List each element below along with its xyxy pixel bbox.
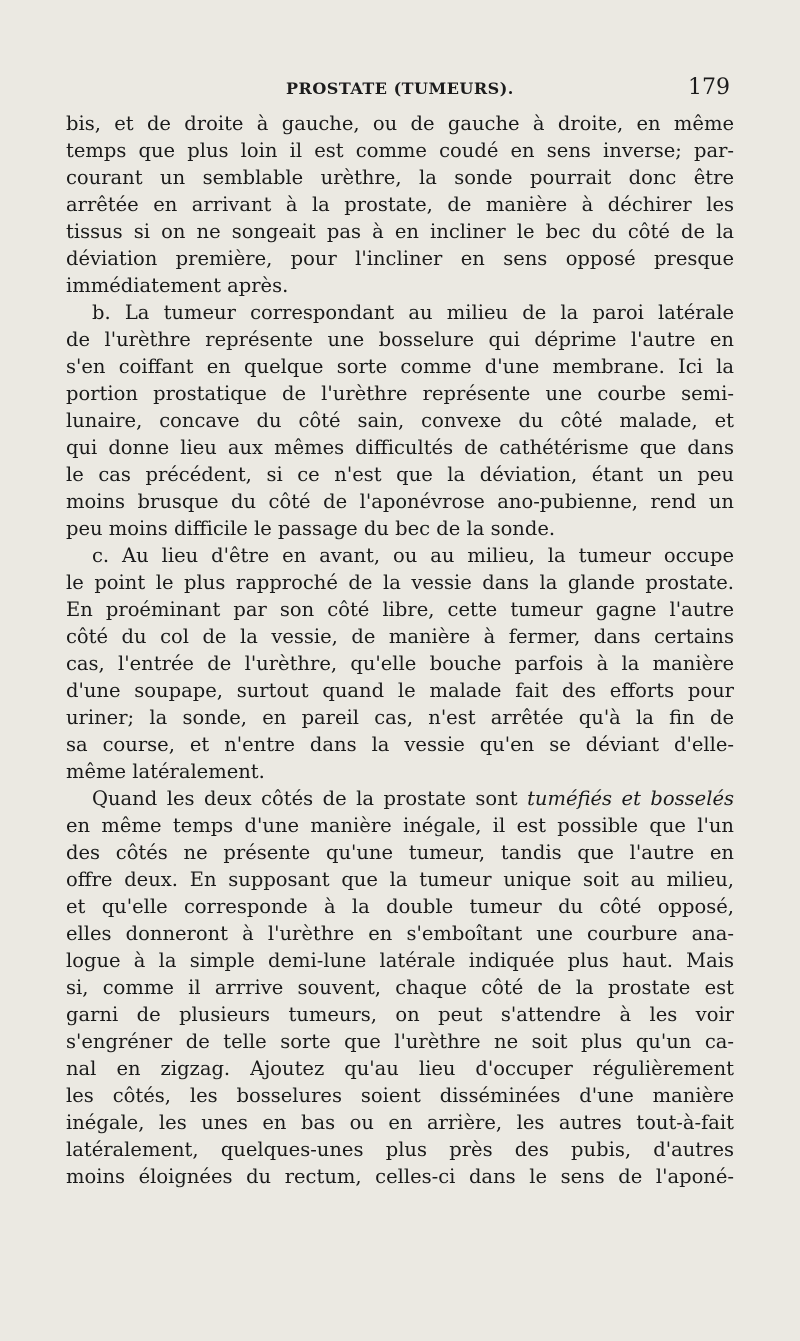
text-line: [66, 839, 734, 866]
text-line-content: tissus si on ne songeait pas à en incliner le bec du côté de la: [66, 220, 734, 243]
italic-phrase: tuméfiés et bosselés: [527, 787, 734, 810]
text-line: [66, 623, 734, 650]
text-line-content: s'engréner de telle sorte que l'urèthre ne soit plus qu'un ca-: [66, 1030, 734, 1053]
text-line: [66, 596, 734, 623]
text-line: [66, 380, 734, 407]
text-line: [66, 245, 734, 272]
text-line: [66, 677, 734, 704]
text-line: [66, 1001, 734, 1028]
text-line: [66, 1028, 734, 1055]
text-line: [66, 920, 734, 947]
text-line: [66, 218, 734, 245]
text-line: [66, 299, 734, 326]
text-line: [66, 812, 734, 839]
text-line: [66, 488, 734, 515]
text-line-content: le point le plus rapproché de la vessie dans la glande prostate.: [66, 571, 734, 594]
text-line-content: et qu'elle corresponde à la double tumeur du côté opposé,: [66, 895, 734, 918]
text-line-content: Quand les deux côtés de la prostate sont: [92, 787, 528, 810]
text-line-content: bis, et de droite à gauche, ou de gauche à droite, en même: [66, 112, 734, 135]
page-number: 179: [688, 75, 730, 100]
text-line: [66, 569, 734, 596]
text-line: [66, 1055, 734, 1082]
text-line: [66, 110, 734, 137]
text-line: [66, 893, 734, 920]
text-line-content: le cas précédent, si ce n'est que la déviation, étant un peu: [66, 463, 734, 486]
text-line-content: cas, l'entrée de l'urèthre, qu'elle bouche parfois à la manière: [66, 652, 734, 675]
text-line: [66, 407, 734, 434]
page-header: [66, 75, 734, 109]
text-line: [66, 974, 734, 1001]
text-line: [66, 515, 734, 542]
text-line-content: qui donne lieu aux mêmes difficultés de cathétérisme que dans: [66, 436, 734, 459]
text-line: [66, 164, 734, 191]
text-line-content: c. Au lieu d'être en avant, ou au milieu, la tumeur occupe: [92, 544, 734, 567]
text-line-content: même latéralement.: [66, 760, 265, 783]
text-line-content: de l'urèthre représente une bosselure qui déprime l'autre en: [66, 328, 734, 351]
text-line-content: b. La tumeur correspondant au milieu de la paroi latérale: [92, 301, 734, 324]
text-line-content: s'en coiffant en quelque sorte comme d'une membrane. Ici la: [66, 355, 734, 378]
text-line: [66, 731, 734, 758]
text-line: [66, 137, 734, 164]
text-line: [66, 272, 734, 299]
text-line: [66, 704, 734, 731]
text-line-content: elles donneront à l'urèthre en s'emboîtant une courbure ana-: [66, 922, 734, 945]
text-line-content: inégale, les unes en bas ou en arrière, les autres tout-à-fait: [66, 1111, 734, 1134]
text-line: [66, 326, 734, 353]
text-line-content: garni de plusieurs tumeurs, on peut s'attendre à les voir: [66, 1003, 734, 1026]
text-line-content: les côtés, les bosselures soient disséminées d'une manière: [66, 1084, 734, 1107]
text-line: [66, 434, 734, 461]
text-line-content: côté du col de la vessie, de manière à fermer, dans certains: [66, 625, 734, 648]
text-line: [66, 1163, 734, 1190]
text-line-content: en même temps d'une manière inégale, il est possible que l'un: [66, 814, 734, 837]
text-line: [66, 650, 734, 677]
text-line-content: d'une soupape, surtout quand le malade fait des efforts pour: [66, 679, 734, 702]
text-line: [66, 785, 734, 812]
text-line: [66, 1136, 734, 1163]
text-line-content: offre deux. En supposant que la tumeur unique soit au milieu,: [66, 868, 734, 891]
text-line-content: peu moins difficile le passage du bec de la sonde.: [66, 517, 556, 540]
text-line-content: sa course, et n'entre dans la vessie qu'en se déviant d'elle-: [66, 733, 734, 756]
body-text: [66, 110, 734, 1190]
text-line-content: arrêtée en arrivant à la prostate, de manière à déchirer les: [66, 193, 734, 216]
text-line-content: immédiatement après.: [66, 274, 289, 297]
text-line-content: En proéminant par son côté libre, cette tumeur gagne l'autre: [66, 598, 734, 621]
text-line: [66, 758, 734, 785]
text-line: [66, 191, 734, 218]
text-line: [66, 947, 734, 974]
text-line: [66, 1109, 734, 1136]
text-line: [66, 353, 734, 380]
text-line-content: lunaire, concave du côté sain, convexe du côté malade, et: [66, 409, 734, 432]
text-line-content: portion prostatique de l'urèthre représente une courbe semi-: [66, 382, 734, 405]
text-line-content: moins brusque du côté de l'aponévrose ano-pubienne, rend un: [66, 490, 734, 513]
text-line-content: uriner; la sonde, en pareil cas, n'est arrêtée qu'à la fin de: [66, 706, 734, 729]
running-title: PROSTATE (TUMEURS).: [286, 79, 514, 98]
text-line: [66, 542, 734, 569]
text-line: [66, 461, 734, 488]
text-line: [66, 866, 734, 893]
text-line-content: moins éloignées du rectum, celles-ci dans le sens de l'aponé-: [66, 1165, 734, 1188]
text-line-content: courant un semblable urèthre, la sonde pourrait donc être: [66, 166, 734, 189]
text-line-content: latéralement, quelques-unes plus près des pubis, d'autres: [66, 1138, 734, 1161]
text-line-content: temps que plus loin il est comme coudé en sens inverse; par-: [66, 139, 734, 162]
text-line: [66, 1082, 734, 1109]
text-line-content: si, comme il arrrive souvent, chaque côté de la prostate est: [66, 976, 734, 999]
text-line-content: déviation première, pour l'incliner en sens opposé presque: [66, 247, 734, 270]
text-line-content: logue à la simple demi-lune latérale indiquée plus haut. Mais: [66, 949, 734, 972]
text-line-content: nal en zigzag. Ajoutez qu'au lieu d'occuper régulièrement: [66, 1057, 734, 1080]
text-line-content: des côtés ne présente qu'une tumeur, tandis que l'autre en: [66, 841, 734, 864]
